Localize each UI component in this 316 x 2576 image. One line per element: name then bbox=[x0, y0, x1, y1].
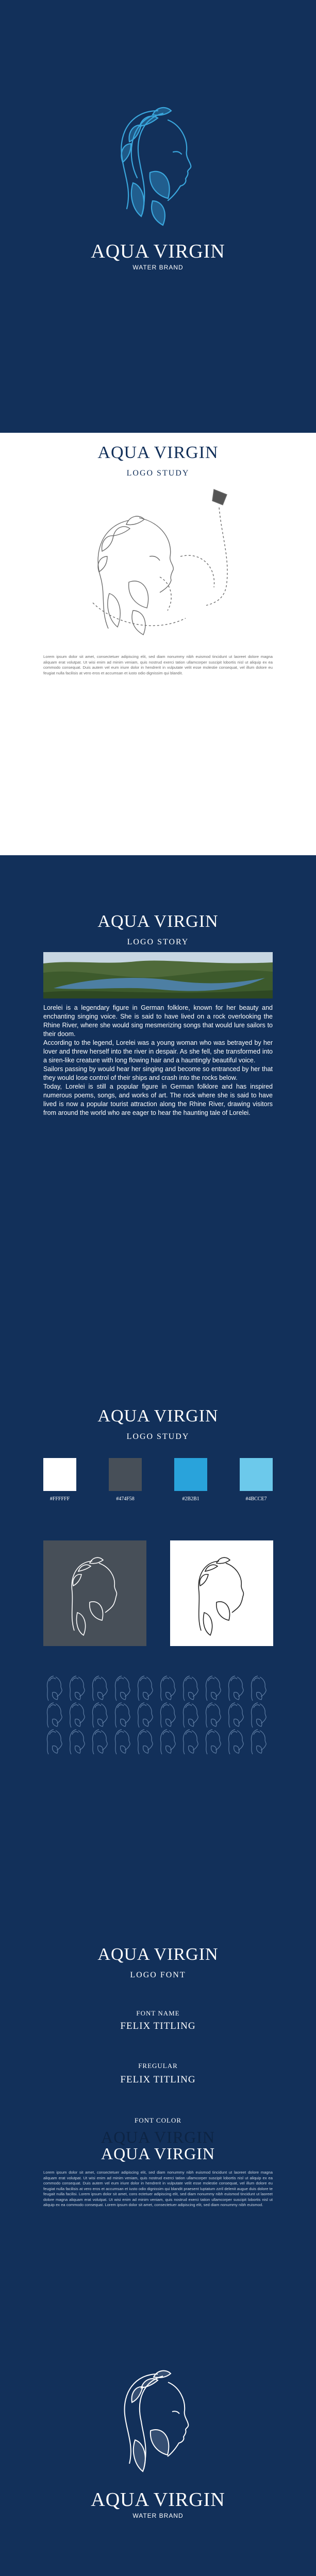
logo-on-gray bbox=[43, 1540, 146, 1646]
swatch-white bbox=[43, 1458, 76, 1502]
closing-panel bbox=[0, 2246, 316, 2576]
study-body-text: Lorem ipsum dolor sit amet, consectetuer adipiscing elit, sed diam nonummy nibh euismod tincidunt ut laoreet dolore magna aliquam erat volutpat. Ut wisi enim ad minim veniam, quis nostrud exerci tation ullamcorper suscipit lobortis nisl ut aliquip ex ea commodo consequat. Duis autem vel eum iriure dolor in hendrerit in vulputate velit esse molestie consequat, vel illum dolore eu feugiat nulla facilisis at vero eros et accumsan et iusto odio dignissim qui blandit. bbox=[43, 654, 273, 675]
swatch-chip bbox=[109, 1458, 142, 1491]
logo-white-line-icon bbox=[43, 1540, 146, 1646]
rhine-landscape-image bbox=[43, 952, 273, 998]
swatch-chip bbox=[240, 1458, 273, 1491]
logo-pattern bbox=[43, 1672, 273, 1754]
story-paragraph: Today, Lorelei is still a popular figure in German folklore and has inspired numerous poems, songs, and works of art. The rock where she is said to have lived is now a popular tourist attraction along the Rhine River, drawing visitors from around the world who are eager to hear the haunting tale of Lorelei. bbox=[43, 1083, 273, 1116]
font-color-label: FONT COLOR bbox=[134, 2116, 182, 2124]
logo-on-white bbox=[170, 1540, 273, 1646]
palette-title: AQUA VIRGIN bbox=[97, 1406, 219, 1426]
pattern-row bbox=[47, 1676, 267, 1754]
sketch-illustration bbox=[52, 479, 268, 644]
swatch-label: #FFFFFF bbox=[49, 1496, 70, 1502]
story-paragraph: Lorelei is a legendary figure in German folklore, known for her beauty and enchanting singing voice. She is said to have lived on a rock overlooking the Rhine River, where she would sing mesmerizing songs that would lure sailors to their doom. bbox=[43, 1004, 273, 1038]
story-subtitle: LOGO STORY bbox=[127, 938, 189, 946]
font-sample-light: AQUA VIRGIN bbox=[101, 2144, 215, 2163]
closing-brand-name: AQUA VIRGIN bbox=[91, 2489, 225, 2511]
closing-brand-tagline: WATER BRAND bbox=[132, 2512, 184, 2519]
brand-logo bbox=[91, 90, 225, 229]
logo-font-panel bbox=[0, 1906, 316, 2246]
study-subtitle: LOGO STUDY bbox=[126, 469, 190, 478]
swatch-label: #2B2B1 bbox=[182, 1496, 199, 1502]
cover-brand-name: AQUA VIRGIN bbox=[91, 241, 225, 262]
lorelei-logo-icon bbox=[91, 90, 225, 229]
color-swatches bbox=[43, 1458, 273, 1502]
repeating-pattern-icon bbox=[43, 1672, 273, 1754]
story-body bbox=[43, 1004, 273, 1117]
swatch-blue bbox=[174, 1458, 207, 1502]
palette-subtitle: LOGO STUDY bbox=[126, 1432, 190, 1441]
font-sample-dark: AQUA VIRGIN bbox=[101, 2128, 215, 2146]
swatch-light-blue bbox=[240, 1458, 273, 1502]
font-body-text: Lorem ipsum dolor sit amet, consectetuer adipiscing elit, sed diam nonummy nibh euismod tincidunt ut laoreet dolore magna aliquam erat volutpat. Ut wisi enim ad minim veniam, quis nostrud exerci tation ullamcorper suscipit lobortis nisl ut aliquip ex ea commodo consequat. Duis autem vel eum iriure dolor in hendrerit in vulputate velit esse molestie consequat, vel illum dolore eu feugiat nulla facilisis at vero eros et accumsan et iusto odio dignissim qui blandit praesent luptatum zzril delenit augue duis dolore te feugait nulla facilisi. Lorem ipsum dolor sit amet, cons ectetuer adipiscing elit, sed diam nonummy nibh euismod tincidunt ut laoreet dolore magna aliquam erat volutpat. Ut wisi enim ad minim veniam, quis nostrud exerci tation ullamcorper suscipit lobortis nisl ut aliquip ex ea commodo consequat. Lorem ipsum dolor sit amet, consectetuer adipiscing elit, sed diam nonummy nibh euismod. bbox=[43, 2170, 273, 2207]
landscape-photo-icon bbox=[43, 952, 273, 998]
lorelei-white-logo-icon bbox=[96, 2354, 220, 2483]
logo-study-sketch-panel bbox=[0, 433, 316, 855]
palette-panel bbox=[0, 1391, 316, 1906]
story-title: AQUA VIRGIN bbox=[97, 912, 219, 931]
closing-logo bbox=[96, 2354, 220, 2483]
story-paragraph: According to the legend, Lorelei was a young woman who was betrayed by her lover and threw herself into the river in despair. As she fell, she transformed into a siren-like creature with long flowing hair and a hauntingly beautiful voice. bbox=[43, 1039, 273, 1064]
font-name-value: FELIX TITLING bbox=[120, 2021, 196, 2031]
swatch-gray bbox=[109, 1458, 142, 1502]
cover-panel bbox=[0, 0, 316, 433]
font-subtitle: LOGO FONT bbox=[130, 1971, 186, 1979]
font-name-label: FONT NAME bbox=[136, 2009, 180, 2017]
font-regular-label: FREGULAR bbox=[138, 2062, 178, 2070]
font-title: AQUA VIRGIN bbox=[97, 1945, 219, 1964]
font-regular-value: FELIX TITLING bbox=[120, 2074, 196, 2085]
swatch-label: #4BCCE7 bbox=[245, 1496, 267, 1502]
pen-sketch-icon bbox=[52, 479, 268, 644]
logo-story-panel bbox=[0, 855, 316, 1391]
swatch-chip bbox=[43, 1458, 76, 1491]
swatch-chip bbox=[174, 1458, 207, 1491]
study-title: AQUA VIRGIN bbox=[97, 443, 219, 462]
cover-brand-tagline: WATER BRAND bbox=[132, 264, 184, 271]
story-paragraph: Sailors passing by would hear her singing and become so entranced by her that they would lose control of their ships and crash into the rocks below. bbox=[43, 1065, 273, 1081]
logo-dark-line-icon bbox=[170, 1540, 273, 1646]
swatch-label: #474F58 bbox=[116, 1496, 135, 1502]
